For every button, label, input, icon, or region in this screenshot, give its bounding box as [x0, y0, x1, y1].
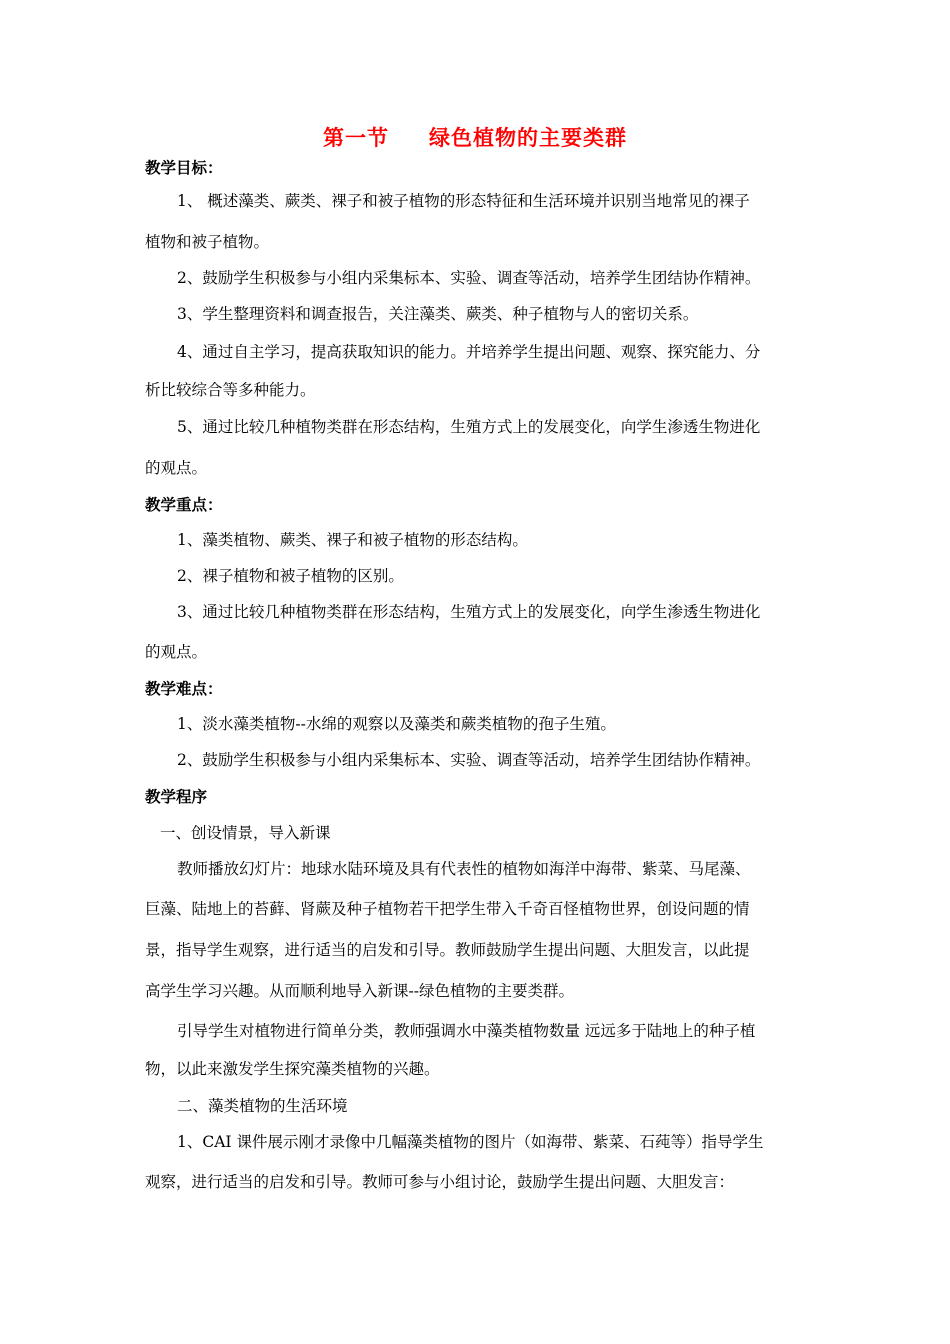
- difficulty-line: 1、淡水藻类植物--水绵的观察以及藻类和蕨类植物的孢子生殖。: [177, 715, 616, 733]
- procedure-heading: 教学程序: [145, 787, 208, 806]
- procedure-line: 教师播放幻灯片：地球水陆环境及具有代表性的植物如海洋中海带、紫菜、马尾藻、: [177, 860, 751, 878]
- procedure-subheading: 一、创设情景，导入新课: [160, 824, 331, 842]
- title-section-number: 第一节: [323, 125, 389, 150]
- objective-line: 3、学生整理资料和调查报告，关注藻类、蕨类、种子植物与人的密切关系。: [177, 305, 699, 323]
- procedure-line: 1、CAI 课件展示刚才录像中几幅藻类植物的图片（如海带、紫菜、石莼等）指导学生: [177, 1133, 764, 1151]
- difficulty-line: 2、鼓励学生积极参与小组内采集标本、实验、调查等活动，培养学生团结协作精神。: [177, 751, 761, 769]
- key-points-heading: 教学重点：: [145, 495, 223, 514]
- key-point-line: 1、藻类植物、蕨类、裸子和被子植物的形态结构。: [177, 531, 528, 549]
- procedure-line: 巨藻、陆地上的苔藓、肾蕨及种子植物若干把学生带入千奇百怪植物世界，创设问题的情: [145, 900, 750, 918]
- objective-line: 的观点。: [145, 459, 208, 477]
- objective-line: 2、鼓励学生积极参与小组内采集标本、实验、调查等活动，培养学生团结协作精神。: [177, 269, 761, 287]
- procedure-line: 观察，进行适当的启发和引导。教师可参与小组讨论，鼓励学生提出问题、大胆发言：: [145, 1173, 735, 1191]
- objectives-heading: 教学目标：: [145, 158, 223, 177]
- page-title: [0, 122, 950, 152]
- key-point-line: 2、裸子植物和被子植物的区别。: [177, 567, 404, 585]
- procedure-line: 引导学生对植物进行简单分类，教师强调水中藻类植物数量 远远多于陆地上的种子植: [177, 1022, 756, 1040]
- procedure-line: 景，指导学生观察，进行适当的启发和引导。教师鼓励学生提出问题、大胆发言，以此提: [145, 941, 750, 959]
- key-point-line: 的观点。: [145, 643, 208, 661]
- procedure-line: 物，以此来激发学生探究藻类植物的兴趣。: [145, 1060, 440, 1078]
- objective-line: 析比较综合等多种能力。: [145, 381, 316, 399]
- objective-line: 1、 概述藻类、蕨类、裸子和被子植物的形态特征和生活环境并识别当地常见的裸子: [177, 192, 750, 210]
- objective-line: 4、通过自主学习，提高获取知识的能力。并培养学生提出问题、观察、探究能力、分: [177, 343, 761, 361]
- difficulties-heading: 教学难点：: [145, 679, 223, 698]
- procedure-line: 高学生学习兴趣。从而顺利地导入新课--绿色植物的主要类群。: [145, 982, 574, 1000]
- objective-line: 5、通过比较几种植物类群在形态结构，生殖方式上的发展变化，向学生渗透生物进化: [177, 418, 761, 436]
- title-section-name: 绿色植物的主要类群: [429, 125, 627, 150]
- procedure-subheading: 二、藻类植物的生活环境: [177, 1097, 348, 1115]
- key-point-line: 3、通过比较几种植物类群在形态结构，生殖方式上的发展变化，向学生渗透生物进化: [177, 603, 761, 621]
- objective-line: 植物和被子植物。: [145, 233, 270, 251]
